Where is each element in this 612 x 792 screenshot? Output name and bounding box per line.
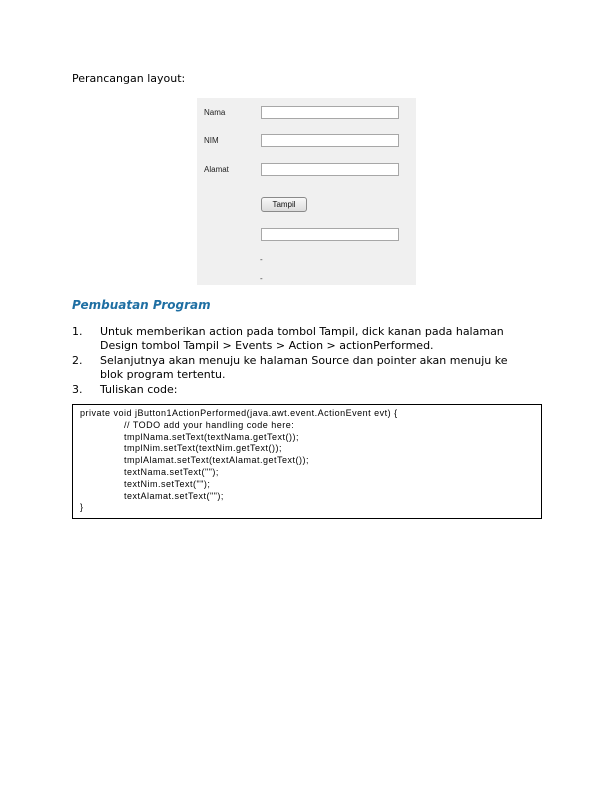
code-line: tmplAlamat.setText(textAlamat.getText()); xyxy=(124,455,310,466)
label-alamat: Alamat xyxy=(204,165,229,174)
code-line: } xyxy=(80,502,84,513)
input-nama[interactable] xyxy=(261,106,399,119)
code-line: private void jButton1ActionPerformed(java.awt.event.ActionEvent evt) { xyxy=(80,408,398,418)
code-line: textNim.setText(""); xyxy=(124,478,211,489)
list-item xyxy=(72,354,522,382)
list-item xyxy=(72,383,522,397)
tampil-button[interactable]: Tampil xyxy=(261,197,307,212)
code-line: textNama.setText(""); xyxy=(124,466,219,477)
list-text: Tuliskan code: xyxy=(100,383,178,396)
code-line: tmplNama.setText(textNama.getText()); xyxy=(124,431,300,442)
code-line: tmplNim.setText(textNim.getText()); xyxy=(124,443,283,454)
list-number: 3. xyxy=(72,383,83,396)
steps-list xyxy=(72,325,522,398)
output-label-2: - xyxy=(260,274,263,283)
code-line: textAlamat.setText(""); xyxy=(124,490,224,501)
code-line: // TODO add your handling code here: xyxy=(124,419,295,430)
input-alamat[interactable] xyxy=(261,163,399,176)
list-number: 2. xyxy=(72,354,83,367)
form-layout-screenshot xyxy=(197,98,416,285)
code-block xyxy=(72,404,542,519)
list-number: 1. xyxy=(72,325,83,338)
label-nim: NIM xyxy=(204,136,219,145)
list-text: Selanjutnya akan menuju ke halaman Source dan pointer akan menuju ke blok program tertentu. xyxy=(100,354,508,381)
list-text: Untuk memberikan action pada tombol Tampil, dick kanan pada halaman Design tombol Tampil > Events > Action > actionPerformed. xyxy=(100,325,504,352)
list-item xyxy=(72,325,522,353)
output-field xyxy=(261,228,399,241)
label-nama: Nama xyxy=(204,108,226,117)
section-heading: Pembuatan Program xyxy=(72,298,211,312)
intro-text: Perancangan layout: xyxy=(72,72,186,85)
input-nim[interactable] xyxy=(261,134,399,147)
output-label-1: - xyxy=(260,255,263,264)
